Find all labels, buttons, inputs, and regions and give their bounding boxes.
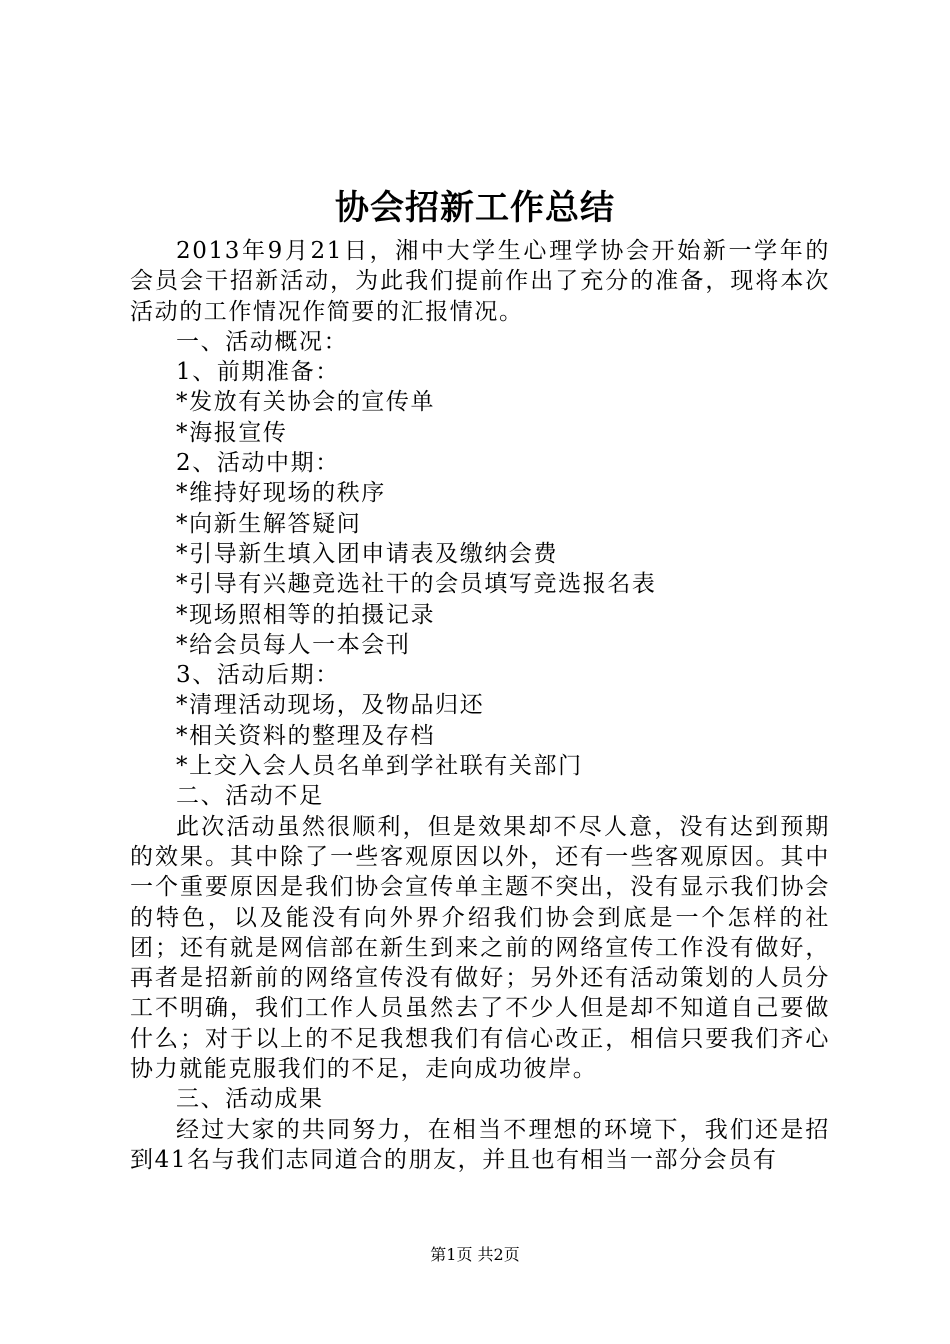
shortcomings-paragraph: 此次活动虽然很顺利，但是效果却不尽人意，没有达到预期的效果。其中除了一些客观原因以外，还有一些客观原因。其中一个重要原因是我们协会宣传单主题不突出，没有显示我们协会的特色，以及能没有向外界介绍我们协会到底是一个怎样的社团；还有就是网信部在新生到来之前的网络宣传工作没有做好，再者是招新前的网络宣传没有做好；另外还有活动策划的人员分工不明确，我们工作人员虽然去了不少人但是却不知道自己要做什么；对于以上的不足我想我们有信心改正，相信只要我们齐心协力就能克服我们的不足，走向成功彼岸。 (130, 813, 830, 1083)
list-item: *清理活动现场，及物品归还 (176, 692, 485, 719)
section-heading-shortcomings: 二、活动不足 (176, 783, 324, 810)
list-item: *给会员每人一本会刊 (176, 631, 411, 658)
list-item: *上交入会人员名单到学社联有关部门 (176, 753, 583, 780)
page-footer: 第1页 共2页 (430, 1245, 520, 1264)
list-item: *发放有关协会的宣传单 (176, 389, 436, 416)
document-body (130, 236, 830, 1175)
section-heading-results: 三、活动成果 (176, 1086, 324, 1113)
list-item: *引导新生填入团申请表及缴纳会费 (176, 540, 559, 567)
subsection-heading-followup: 3、活动后期： (176, 662, 340, 689)
subsection-heading-midterm: 2、活动中期： (176, 450, 340, 477)
results-paragraph: 经过大家的共同努力，在相当不理想的环境下，我们还是招到41名与我们志同道合的朋友，并且也有相当一部分会员有 (130, 1116, 830, 1173)
section-heading-overview: 一、活动概况： (176, 328, 349, 355)
list-item: *相关资料的整理及存档 (176, 722, 436, 749)
subsection-heading-preparation: 1、前期准备： (176, 359, 340, 386)
list-item: *引导有兴趣竞选社干的会员填写竞选报名表 (176, 571, 657, 598)
list-item: *现场照相等的拍摄记录 (176, 601, 436, 628)
list-item: *维持好现场的秩序 (176, 480, 386, 507)
intro-paragraph: 2013年9月21日，湘中大学生心理学协会开始新一学年的会员会干招新活动，为此我们提前作出了充分的准备，现将本次活动的工作情况作简要的汇报情况。 (130, 238, 830, 325)
document-title: 协会招新工作总结 (335, 188, 615, 228)
list-item: *向新生解答疑问 (176, 510, 362, 537)
list-item: *海报宣传 (176, 419, 288, 446)
